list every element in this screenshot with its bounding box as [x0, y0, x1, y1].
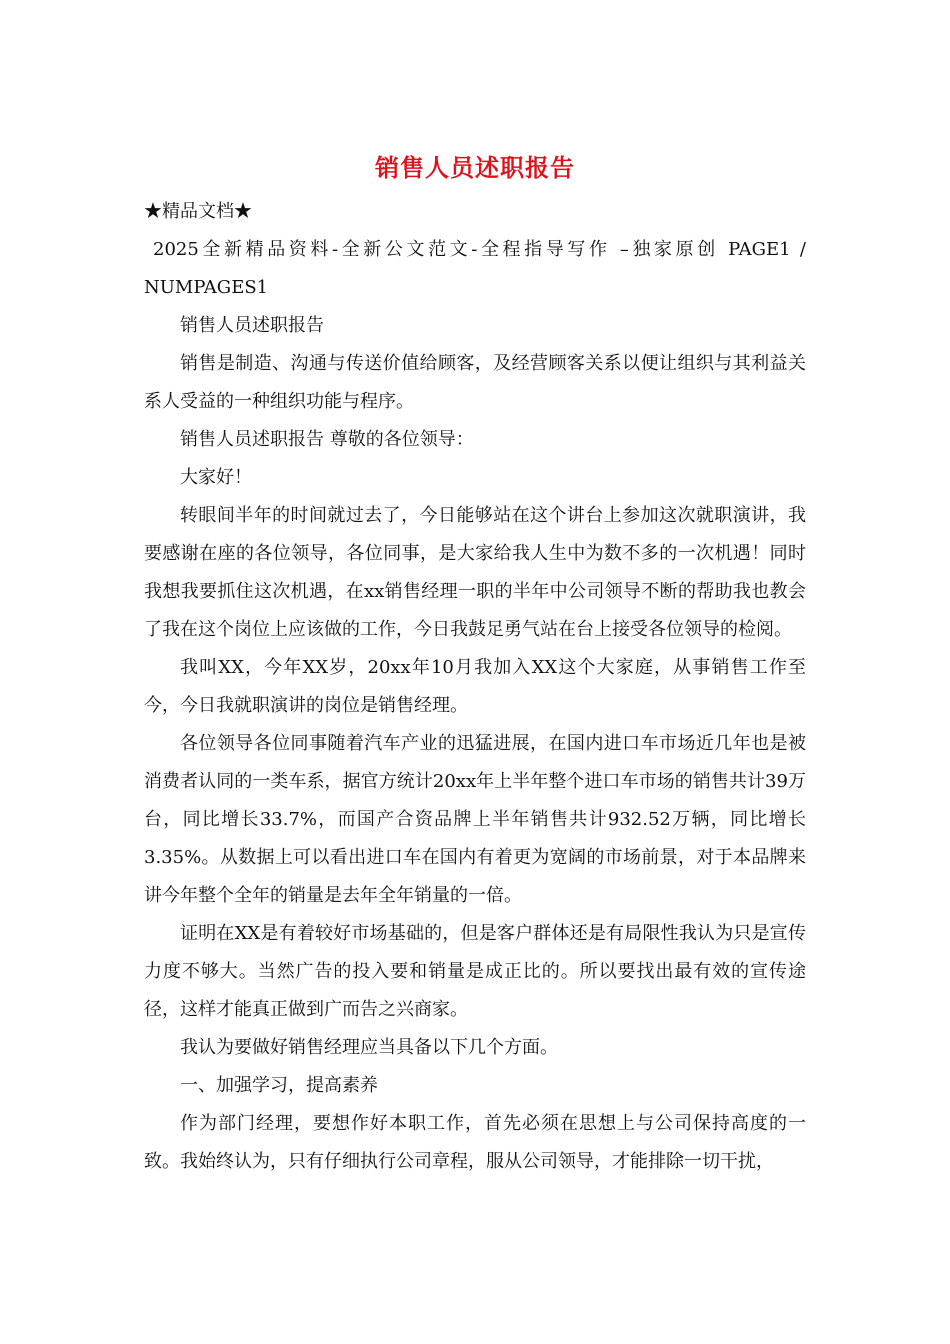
body-paragraph: 各位领导各位同事随着汽车产业的迅猛进展，在国内进口车市场近几年也是被消费者认同的一类车系，据官方统计20xx年上半年整个进口车市场的销售共计39万台，同比增长33.7%，而国产合资品牌上半年销售共计932.52万辆，同比增长3.35%。从数据上可以看出进口车在国内有着更为宽阔的市场前景，对于本品牌来讲今年整个全年的销量是去年全年销量的一倍。: [144, 733, 806, 906]
header-line: 2025全新精品资料-全新公文范文-全程指导写作 –独家原创 PAGE1 / NUMPAGES1: [144, 239, 806, 298]
section-heading: 一、加强学习，提高素养: [180, 1075, 378, 1096]
document-body: [144, 193, 806, 1181]
quality-badge: ★精品文档★: [144, 201, 252, 222]
body-paragraph: 我叫XX，今年XX岁，20xx年10月我加入XX这个大家庭，从事销售工作至今，今日我就职演讲的岗位是销售经理。: [144, 657, 806, 716]
body-paragraph: 作为部门经理，要想作好本职工作，首先必须在思想上与公司保持高度的一致。我始终认为，只有仔细执行公司章程，服从公司领导，才能排除一切干扰，: [144, 1113, 806, 1172]
body-paragraph: 证明在XX是有着较好市场基础的，但是客户群体还是有局限性我认为只是宣传力度不够大。当然广告的投入要和销量是成正比的。所以要找出最有效的宣传途径，这样才能真正做到广而告之兴商家。: [144, 923, 806, 1020]
body-paragraph: 我认为要做好销售经理应当具备以下几个方面。: [180, 1037, 558, 1058]
body-paragraph: 转眼间半年的时间就过去了，今日能够站在这个讲台上参加这次就职演讲，我要感谢在座的各位领导，各位同事，是大家给我人生中为数不多的一次机遇！同时我想我要抓住这次机遇，在xx销售经理一职的半年中公司领导不断的帮助我也教会了我在这个岗位上应该做的工作，今日我鼓足勇气站在台上接受各位领导的检阅。: [144, 505, 806, 640]
body-paragraph: 销售是制造、沟通与传送价值给顾客，及经营顾客关系以便让组织与其利益关系人受益的一种组织功能与程序。: [144, 353, 806, 412]
body-paragraph: 销售人员述职报告: [180, 315, 324, 336]
document-title: 销售人员述职报告: [375, 153, 575, 182]
body-paragraph: 销售人员述职报告 尊敬的各位领导：: [180, 429, 474, 450]
body-paragraph: 大家好！: [180, 467, 252, 488]
